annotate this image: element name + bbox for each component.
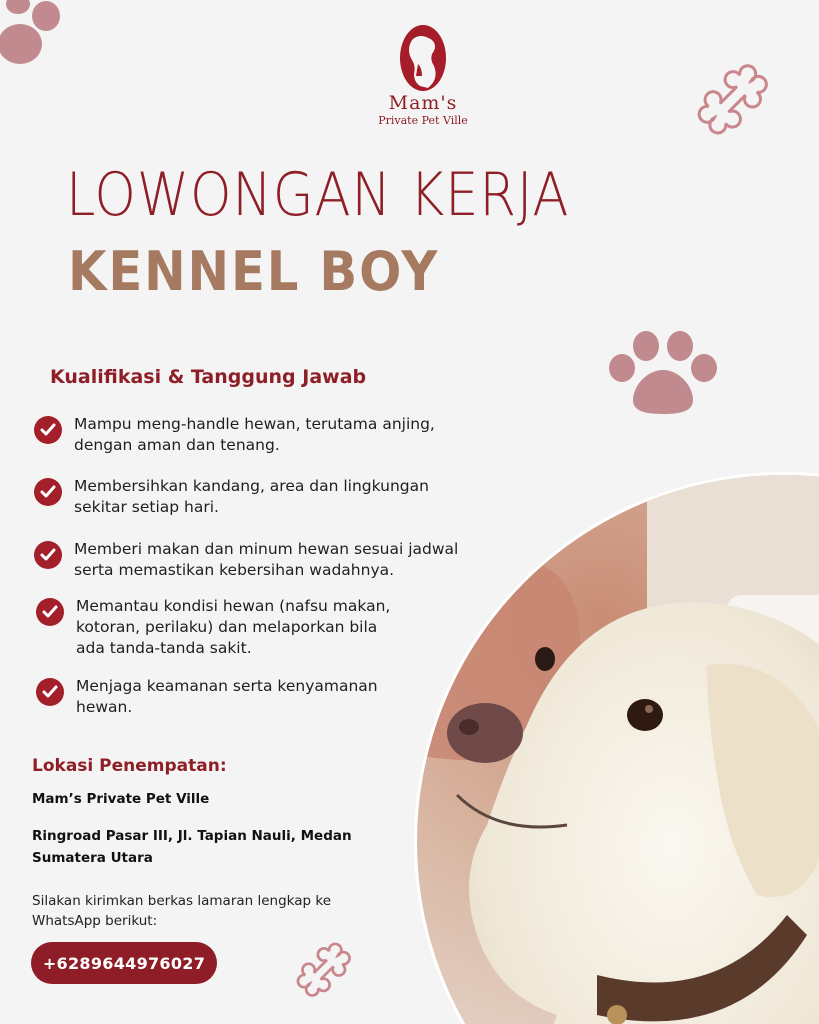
headline: LOWONGAN KERJA: [66, 160, 570, 230]
paw-print-icon: [606, 330, 720, 416]
logo-subtitle: Private Pet Ville: [378, 114, 468, 127]
list-item: [34, 414, 474, 456]
check-circle-icon: [36, 598, 64, 626]
location-name: Mam’s Private Pet Ville: [32, 791, 210, 807]
logo-name: Mam's: [388, 92, 458, 114]
check-circle-icon: [36, 678, 64, 706]
location-heading: Lokasi Penempatan:: [32, 756, 227, 776]
bone-icon: [294, 942, 360, 1006]
whatsapp-phone-button[interactable]: +6289644976027: [31, 942, 217, 984]
check-circle-icon: [34, 416, 62, 444]
bone-icon: [694, 64, 780, 146]
paw-print-icon: [0, 0, 70, 72]
list-item: [36, 596, 476, 659]
location-address: Ringroad Pasar III, Jl. Tapian Nauli, Medan Sumatera Utara: [32, 828, 352, 866]
check-circle-icon: [34, 541, 62, 569]
dog-photo: [414, 472, 819, 1024]
list-item-text: Memantau kondisi hewan (nafsu makan, kotoran, perilaku) dan melaporkan bila ada tanda-tanda sakit.: [76, 597, 391, 657]
list-item: [34, 539, 474, 581]
application-note: Silakan kirimkan berkas lamaran lengkap ke WhatsApp berikut:: [32, 893, 332, 929]
list-item-text: Mampu meng-handle hewan, terutama anjing, dengan aman dan tenang.: [74, 415, 435, 454]
list-item: [36, 676, 476, 718]
list-item-text: Menjaga keamanan serta kenyamanan hewan.: [76, 677, 378, 716]
logo-dog-silhouette: [398, 24, 448, 96]
list-item: [34, 476, 474, 518]
check-circle-icon: [34, 478, 62, 506]
list-item-text: Memberi makan dan minum hewan sesuai jadwal serta memastikan kebersihan wadahnya.: [74, 540, 459, 579]
list-item-text: Membersihkan kandang, area dan lingkungan sekitar setiap hari.: [74, 477, 429, 516]
section-heading: Kualifikasi & Tanggung Jawab: [50, 366, 367, 388]
job-title: KENNEL BOY: [68, 240, 440, 303]
